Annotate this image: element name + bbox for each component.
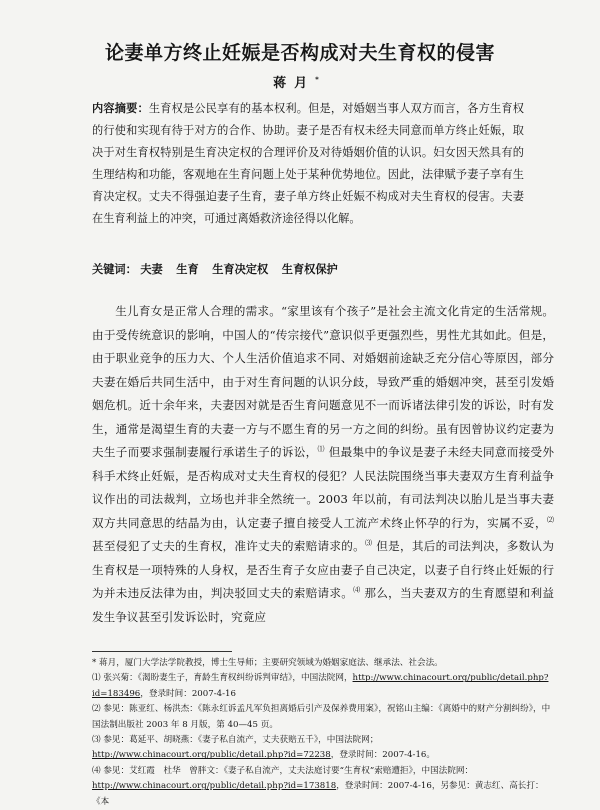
footnote-text: ⑴ 张兴菊：《渴盼妻生子，育龄生育权纠纷诉判审结》，中国法院网， <box>92 673 353 684</box>
footnote-2: ⑵ 参见：陈亚红、杨洪杰：《陈永红诉孟凡军负担离婚后引产及保养费用案》，祝铭山主编：《离婚中的财产分割纠纷》，中国法制出版社 2003 年 8 月版，第 40—45 页。 <box>92 704 551 730</box>
body-paragraph <box>92 300 554 629</box>
abstract-text: 生育权是公民享有的基本权利。但是，对婚姻当事人双方而言，各方生育权的行使和实现有待于对方的合作、协助。妻子是否有权未经夫同意而单方终止妊娠，取决于对生育权特别是生育决定权的合理评价及对待婚姻价值的认识。妇女因天然具有的生理结构和功能，客观地在生育问题上处于某种优势地位。因此，法律赋予妻子享有生育决定权。丈夫不得强迫妻子生育，妻子单方终止妊娠不构成对夫生育权的侵害。夫妻在生育利益上的冲突，可通过离婚救济途径得以化解。 <box>92 102 524 225</box>
keyword: 生育决定权 <box>212 263 269 276</box>
keyword: 生育 <box>176 263 199 276</box>
footnote-link[interactable]: http://www.chinacourt.org/public/detail.php?id=72238 <box>92 750 331 761</box>
footnote-link[interactable]: http://www.chinacourt.org/public/detail.php?id=173818 <box>92 781 337 792</box>
footnote-text: ，登录时间：2007-4-16。 <box>330 750 435 761</box>
abstract-label: 内容摘要： <box>92 102 149 115</box>
footnote-ref[interactable]: ⑷ <box>353 586 361 595</box>
body-text: 生儿育女是正常人合理的需求。“家里该有个孩子”是社会主流文化肯定的生活常规。由于受传统意识的影响，中国人的“传宗接代”意识似乎更强烈些，男性尤其如此。但是，由于职业竞争的压力大、个人生活价值追求不同、对婚姻前途缺乏充分信心等原因，部分夫妻在婚后共同生活中，由于对生育问题的认识分歧，导致严重的婚姻冲突，甚至引发婚姻危机。近十余年来，夫妻因对就是否生育问题意见不一而诉诸法律引发的诉讼，时有发生，通常是渴望生育的夫妻一方与不愿生育的另一方之间的纠纷。虽有因曾协议约定妻为夫生子而要求强制妻履行承诺生子的诉讼， <box>92 304 554 459</box>
footnote-text: ⑷ 参见：艾红霞 杜华 曾胖文：《妻子私自流产，丈夫法庭讨要“生育权”索赔遭拒》，中国法院网： <box>92 765 474 776</box>
author-name: 蒋月 <box>273 76 316 91</box>
author-line <box>60 72 540 91</box>
footnote-ref[interactable]: ⑵ <box>547 515 554 524</box>
body-text: 但是，其后的司法判决，多数认为生育权是一项特殊的人身权，是否生育子女应由妻子自己决定，以妻子自行终止妊娠的行为并未违反法律为由，判决驳回丈夫的索赔请求。 <box>92 539 555 600</box>
footnote-1 <box>92 671 554 702</box>
body-text: 那么，当夫妻双方的生育愿望和利益发生争议甚至引发诉讼时，究竟应 <box>92 586 554 624</box>
footnotes <box>92 656 554 810</box>
footnote-4 <box>92 764 554 810</box>
footnote-text: ⑶ 参见：葛延平、胡晓燕：《妻子私自流产，丈夫获赔五千》，中国法院网； <box>92 735 379 746</box>
footnote-link[interactable]: http://www.chinacourt.org/public/detail.php?id=183496 <box>92 673 549 699</box>
body-text: 但最集中的争议是妻子未经夫同意而接受外科手术终止妊娠，是否构成对丈夫生育权的侵犯？人民法院围绕当事夫妻双方生育利益争议作出的司法裁判，立场也并非全然统一。2003 年以前，有司法判决以胎儿是当事夫妻双方共同意思的结晶为由，认定妻子擅自接受人工流产术终止怀孕的行为，实属不妥， <box>92 445 554 530</box>
abstract <box>92 98 524 230</box>
author-footnote-mark: * <box>315 75 327 84</box>
keyword: 夫妻 <box>140 263 163 276</box>
footnote-separator <box>92 651 232 652</box>
keywords <box>92 260 524 280</box>
footnote-ref[interactable]: ⑶ <box>365 539 373 548</box>
footnote-3 <box>92 733 554 764</box>
body-text: 甚至侵犯了丈夫的生育权，准许丈夫的索赔请求的。 <box>92 539 365 553</box>
footnote-text: ，登录时间：2007-4-16，另参见：黄志红、高长打：《本 <box>92 781 544 807</box>
keywords-label: 关键词： <box>92 263 137 276</box>
paper-title: 论妻单方终止妊娠是否构成对夫生育权的侵害 <box>104 42 495 64</box>
footnote-ref[interactable]: ⑴ <box>317 445 325 454</box>
footnote-text: ，登录时间：2007-4-16 <box>140 688 236 699</box>
keyword: 生育权保护 <box>281 263 338 276</box>
footnote-author: * 蒋月，厦门大学法学院教授，博士生导师；主要研究领域为婚姻家庭法、继承法、社会法。 <box>92 658 443 668</box>
